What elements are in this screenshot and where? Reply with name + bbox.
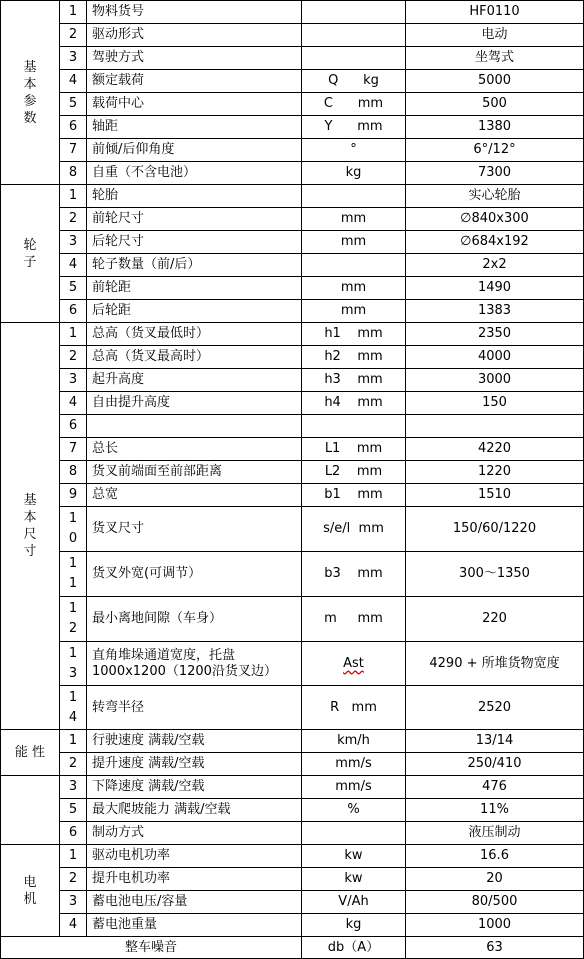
parameter-unit: h3 mm: [302, 369, 406, 392]
parameter-unit: [302, 185, 406, 208]
row-number: 3: [60, 891, 87, 914]
parameter-name: 蓄电池重量: [87, 914, 302, 937]
parameter-unit: °: [302, 139, 406, 162]
parameter-name: 自重（不含电池）: [87, 162, 302, 185]
parameter-value: 80/500: [406, 891, 584, 914]
parameter-name: 货叉前端面至前部距离: [87, 461, 302, 484]
parameter-value: [406, 415, 584, 438]
spec-row: [1, 93, 584, 116]
parameter-value: 1000: [406, 914, 584, 937]
row-number: 6: [60, 116, 87, 139]
parameter-name: 后轮尺寸: [87, 231, 302, 254]
parameter-unit: h2 mm: [302, 346, 406, 369]
parameter-name: 行驶速度 满载/空载: [87, 730, 302, 753]
parameter-unit: Q kg: [302, 70, 406, 93]
row-number: 5: [60, 799, 87, 822]
parameter-value: 1383: [406, 300, 584, 323]
parameter-name: 起升高度: [87, 369, 302, 392]
section-label: 基 本 尺 寸: [1, 323, 60, 730]
parameter-value: 13/14: [406, 730, 584, 753]
spec-row: [1, 185, 584, 208]
row-number: 1 4: [60, 686, 87, 730]
parameter-unit: s/e/l mm: [302, 507, 406, 552]
parameter-value: 7300: [406, 162, 584, 185]
spec-row: [1, 323, 584, 346]
parameter-unit: mm: [302, 231, 406, 254]
spec-row: [1, 914, 584, 937]
footer-name: 整车噪音: [1, 937, 302, 959]
row-number: 1 1: [60, 552, 87, 597]
spec-row: [1, 868, 584, 891]
parameter-unit: h1 mm: [302, 323, 406, 346]
parameter-name: 制动方式: [87, 822, 302, 845]
spec-row: [1, 231, 584, 254]
parameter-name: 载荷中心: [87, 93, 302, 116]
parameter-value: 476: [406, 776, 584, 799]
parameter-name: 后轮距: [87, 300, 302, 323]
row-number: 9: [60, 484, 87, 507]
row-number: 2: [60, 868, 87, 891]
row-number: 2: [60, 24, 87, 47]
row-number: 7: [60, 139, 87, 162]
spec-row: [1, 24, 584, 47]
row-number: 4: [60, 392, 87, 415]
spec-row: [1, 47, 584, 70]
spec-row: [1, 776, 584, 799]
spec-row: [1, 891, 584, 914]
parameter-value: 220: [406, 597, 584, 642]
row-number: 2: [60, 753, 87, 776]
parameter-unit: mm/s: [302, 776, 406, 799]
spec-row: [1, 730, 584, 753]
parameter-unit: kw: [302, 845, 406, 868]
row-number: 3: [60, 47, 87, 70]
parameter-unit: mm/s: [302, 753, 406, 776]
spec-row: [1, 507, 584, 552]
spec-row: [1, 70, 584, 93]
parameter-name: 总长: [87, 438, 302, 461]
spec-row: [1, 686, 584, 730]
spec-row: [1, 438, 584, 461]
parameter-unit: mm: [302, 300, 406, 323]
parameter-unit: [302, 47, 406, 70]
parameter-name: 最大爬坡能力 满载/空载: [87, 799, 302, 822]
row-number: 1: [60, 845, 87, 868]
spec-row: [1, 753, 584, 776]
spec-row: [1, 552, 584, 597]
parameter-value: HF0110: [406, 1, 584, 24]
parameter-unit: R mm: [302, 686, 406, 730]
parameter-name: 总高（货叉最低时）: [87, 323, 302, 346]
parameter-value: 250/410: [406, 753, 584, 776]
parameter-name: 直角堆垛通道宽度，托盘1000x1200（1200沿货叉边）: [87, 642, 302, 686]
parameter-value: 2x2: [406, 254, 584, 277]
spec-row: [1, 484, 584, 507]
parameter-value: ∅684x192: [406, 231, 584, 254]
parameter-value: 11%: [406, 799, 584, 822]
spec-row: [1, 392, 584, 415]
row-number: 4: [60, 254, 87, 277]
row-number: 2: [60, 346, 87, 369]
row-number: 1 3: [60, 642, 87, 686]
row-number: 5: [60, 277, 87, 300]
row-number: 3: [60, 369, 87, 392]
spec-row: [1, 369, 584, 392]
parameter-name: 驾驶方式: [87, 47, 302, 70]
parameter-value: 16.6: [406, 845, 584, 868]
parameter-unit: m mm: [302, 597, 406, 642]
parameter-unit: kg: [302, 162, 406, 185]
parameter-name: 驱动电机功率: [87, 845, 302, 868]
row-number: 2: [60, 208, 87, 231]
parameter-unit: h4 mm: [302, 392, 406, 415]
row-number: 3: [60, 231, 87, 254]
spec-row: [1, 116, 584, 139]
parameter-value: 1490: [406, 277, 584, 300]
spec-row: [1, 254, 584, 277]
parameter-name: 提升速度 满载/空载: [87, 753, 302, 776]
section-label: 基 本 参 数: [1, 1, 60, 185]
spec-row: [1, 208, 584, 231]
footer-value: 63: [406, 937, 584, 959]
spec-row: [1, 346, 584, 369]
parameter-unit: kg: [302, 914, 406, 937]
parameter-value: 电动: [406, 24, 584, 47]
parameter-unit: mm: [302, 208, 406, 231]
parameter-unit: %: [302, 799, 406, 822]
row-number: 3: [60, 776, 87, 799]
parameter-unit: kw: [302, 868, 406, 891]
parameter-name: 蓄电池电压/容量: [87, 891, 302, 914]
parameter-name: 前倾/后仰角度: [87, 139, 302, 162]
parameter-name: 轮子数量（前/后）: [87, 254, 302, 277]
row-number: 1: [60, 185, 87, 208]
parameter-unit: Ast: [302, 642, 406, 686]
row-number: 1 2: [60, 597, 87, 642]
row-number: 6: [60, 300, 87, 323]
parameter-unit: [302, 24, 406, 47]
row-number: 7: [60, 438, 87, 461]
parameter-value: 1220: [406, 461, 584, 484]
section-label: 电 机: [1, 845, 60, 937]
spec-row: [1, 415, 584, 438]
parameter-name: 最小离地间隙（车身）: [87, 597, 302, 642]
parameter-name: 转弯半径: [87, 686, 302, 730]
parameter-name: 货叉外宽(可调节）: [87, 552, 302, 597]
parameter-name: 轮胎: [87, 185, 302, 208]
parameter-value: 2520: [406, 686, 584, 730]
parameter-value: 150: [406, 392, 584, 415]
parameter-value: 1510: [406, 484, 584, 507]
parameter-value: 300～1350: [406, 552, 584, 597]
parameter-unit: V/Ah: [302, 891, 406, 914]
parameter-unit: Y mm: [302, 116, 406, 139]
spec-row: [1, 822, 584, 845]
parameter-value: 4000: [406, 346, 584, 369]
parameter-unit: C mm: [302, 93, 406, 116]
spec-row: [1, 139, 584, 162]
row-number: 6: [60, 415, 87, 438]
row-number: 1: [60, 1, 87, 24]
section-label: [1, 776, 60, 845]
parameter-value: 3000: [406, 369, 584, 392]
parameter-value: ∅840x300: [406, 208, 584, 231]
parameter-name: 额定载荷: [87, 70, 302, 93]
parameter-unit: L2 mm: [302, 461, 406, 484]
spec-row: [1, 799, 584, 822]
parameter-unit: [302, 822, 406, 845]
spec-row: [1, 461, 584, 484]
parameter-unit: b1 mm: [302, 484, 406, 507]
parameter-name: 自由提升高度: [87, 392, 302, 415]
spec-row: [1, 277, 584, 300]
parameter-value: 4220: [406, 438, 584, 461]
row-number: 6: [60, 822, 87, 845]
parameter-name: 轴距: [87, 116, 302, 139]
spec-row: [1, 162, 584, 185]
row-number: 1 0: [60, 507, 87, 552]
footer-row: [1, 937, 584, 959]
spec-row: [1, 845, 584, 868]
section-label: 能 性: [1, 730, 60, 776]
spec-row: [1, 1, 584, 24]
parameter-unit: b3 mm: [302, 552, 406, 597]
parameter-value: 4290 + 所堆货物宽度: [406, 642, 584, 686]
parameter-name: 驱动形式: [87, 24, 302, 47]
row-number: 1: [60, 730, 87, 753]
parameter-name: 前轮尺寸: [87, 208, 302, 231]
parameter-name: 总宽: [87, 484, 302, 507]
row-number: 8: [60, 461, 87, 484]
footer-unit: db（A）: [302, 937, 406, 959]
parameter-name: 提升电机功率: [87, 868, 302, 891]
parameter-value: 2350: [406, 323, 584, 346]
spec-row: [1, 597, 584, 642]
parameter-value: 5000: [406, 70, 584, 93]
parameter-unit: L1 mm: [302, 438, 406, 461]
spec-row: [1, 300, 584, 323]
parameter-value: 坐驾式: [406, 47, 584, 70]
row-number: 1: [60, 323, 87, 346]
parameter-value: 500: [406, 93, 584, 116]
parameter-unit: [302, 1, 406, 24]
row-number: 4: [60, 70, 87, 93]
parameter-name: 货叉尺寸: [87, 507, 302, 552]
parameter-unit: [302, 254, 406, 277]
parameter-value: 液压制动: [406, 822, 584, 845]
parameter-value: 20: [406, 868, 584, 891]
parameter-value: 150/60/1220: [406, 507, 584, 552]
parameter-value: 1380: [406, 116, 584, 139]
parameter-name: 物料货号: [87, 1, 302, 24]
parameter-unit: mm: [302, 277, 406, 300]
section-label: 轮 子: [1, 185, 60, 323]
spec-row: [1, 642, 584, 686]
parameter-name: [87, 415, 302, 438]
parameter-value: 6°/12°: [406, 139, 584, 162]
parameter-name: 前轮距: [87, 277, 302, 300]
row-number: 5: [60, 93, 87, 116]
row-number: 4: [60, 914, 87, 937]
parameter-name: 总高（货叉最高时）: [87, 346, 302, 369]
parameter-value: 实心轮胎: [406, 185, 584, 208]
row-number: 8: [60, 162, 87, 185]
parameter-name: 下降速度 满载/空载: [87, 776, 302, 799]
parameter-unit: [302, 415, 406, 438]
parameter-unit: km/h: [302, 730, 406, 753]
